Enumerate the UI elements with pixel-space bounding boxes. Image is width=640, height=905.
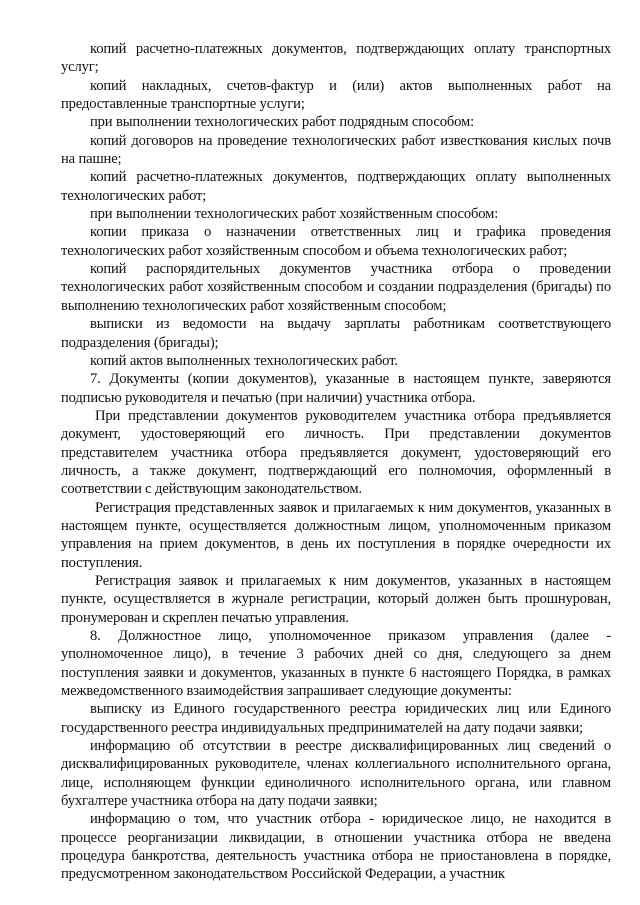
paragraph-completion-acts: копий актов выполненных технологических работ.	[90, 352, 398, 369]
paragraph-invoices-transport: копий накладных, счетов-фактур и (или) актов выполненных работ на предоставленные транспортные услуги;	[61, 77, 611, 113]
paragraph-contract-method-heading: при выполнении технологических работ подрядным способом:	[90, 114, 475, 131]
document-page	[61, 40, 611, 884]
paragraph-own-method-heading: при выполнении технологических работ хозяйственным способом:	[90, 206, 499, 223]
paragraph-payroll-extract: выписки из ведомости на выдачу зарплаты работникам соответствующего подразделения (бригады);	[61, 316, 611, 351]
paragraph-payment-docs-transport: копий расчетно-платежных документов, подтверждающих оплату транспортных услуг;	[61, 41, 611, 76]
paragraph-order-copies: копии приказа о назначении ответственных лиц и графика проведения технологических работ хозяйственным способом и объема технологических работ;	[61, 224, 611, 259]
paragraph-clause-7: 7. Документы (копии документов), указанные в настоящем пункте, заверяются подписью руководителя и печатью (при наличии) участника отбора.	[61, 371, 611, 406]
paragraph-identity-docs: При представлении документов руководителем участника отбора предъявляется документ, удостоверяющий его личность. При представлении документов представителем участника отбора предъявляется документ, удостоверяющий его личность, а также документ, подтверждающий его полномочия, оформленный в соответствии с действующим законодательством.	[61, 407, 611, 498]
paragraph-disqualified-registry: информацию об отсутствии в реестре дисквалифицированных лиц сведений о дисквалифицированных руководителе, членах коллегиального исполнительного органа, лице, исполняющем функции единоличного исполнительного органа, или главном бухгалтере участника отбора на дату подачи заявки;	[61, 738, 611, 810]
paragraph-clause-8: 8. Должностное лицо, уполномоченное приказом управления (далее - уполномоченное лицо), в течение 3 рабочих дней со дня, следующего за днем поступления заявки и документов, указанных в пункте 6 настоящего Порядка, в рамках межведомственного взаимодействия запрашивает следующие документы:	[61, 628, 611, 700]
paragraph-registration-journal: Регистрация заявок и прилагаемых к ним документов, указанных в настоящем пункте, осуществляется в журнале регистрации, который должен быть прошнурован, пронумерован и скреплен печатью управления.	[61, 572, 611, 626]
paragraph-reorganization-info: информацию о том, что участник отбора - юридическое лицо, не находится в процессе реорганизации ликвидации, в отношении участника отбора не введена процедура банкротства, деятельность участника отбора не приостановлена в порядке, предусмотренном законодательством Российской Федерации, а участник	[61, 811, 611, 883]
paragraph-egrul-extract: выписку из Единого государственного реестра юридических лиц или Единого государственного реестра индивидуальных предпринимателей на дату подачи заявки;	[61, 701, 611, 736]
paragraph-liming-contracts: копий договоров на проведение технологических работ известкования кислых почв на пашне;	[61, 132, 611, 168]
paragraph-payment-docs-works: копий расчетно-платежных документов, подтверждающих оплату выполненных технологических работ;	[61, 169, 611, 204]
paragraph-administrative-docs: копий распорядительных документов участника отбора о проведении технологических работ хозяйственным способом и создании подразделения (бригады) по выполнению технологических работ хозяйственным способом;	[61, 261, 611, 314]
paragraph-registration-submitted: Регистрация представленных заявок и прилагаемых к ним документов, указанных в настоящем пункте, осуществляется должностным лицом, уполномоченным приказом управления на прием документов, в день их поступления в порядке очередности их поступления.	[61, 499, 611, 571]
